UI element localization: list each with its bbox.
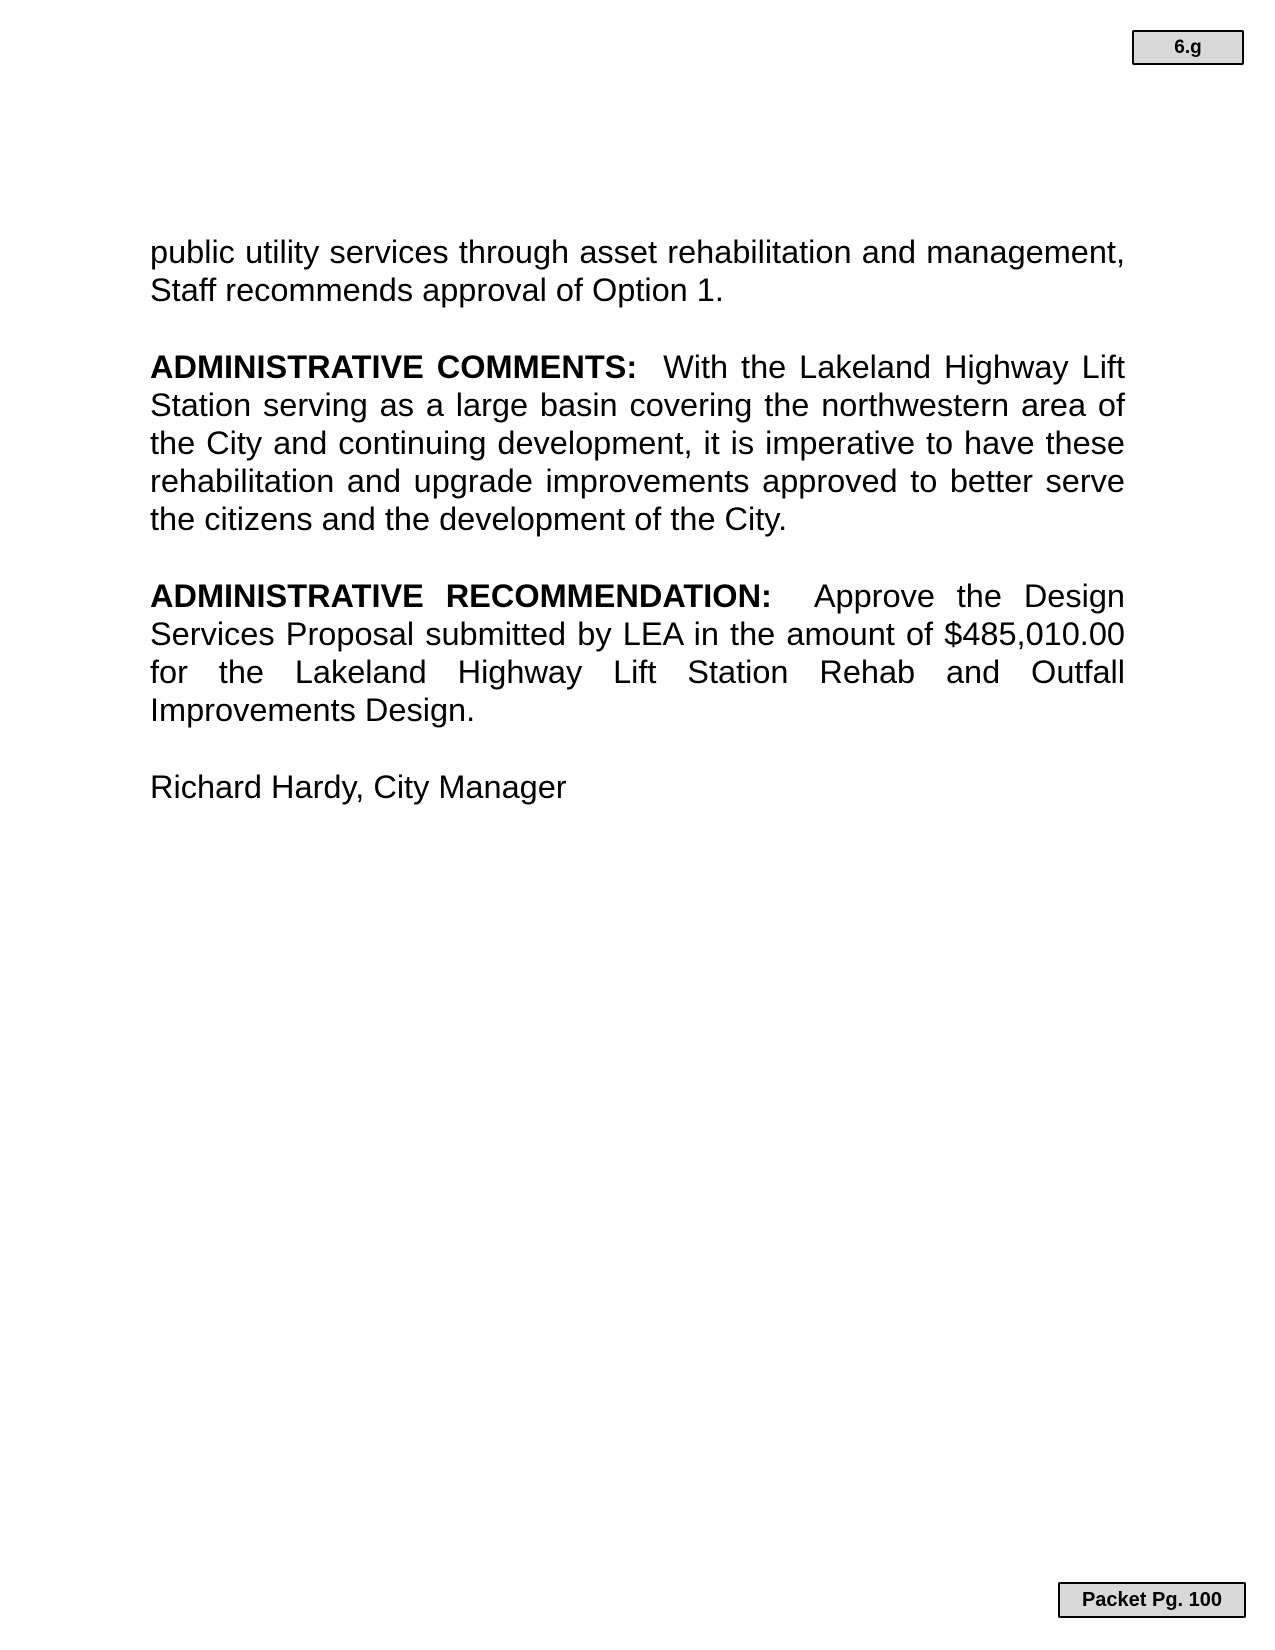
signature-line: Richard Hardy, City Manager: [150, 768, 567, 805]
agenda-item-tag: 6.g: [1132, 30, 1244, 65]
paragraph-administrative-recommendation: [150, 577, 1125, 730]
administrative-recommendation-text: Approve the Design Services Proposal submitted by LEA in the amount of $485,010.00 for the Lakeland Highway Lift Station Rehab and Outfall Improvements Design.: [150, 577, 1125, 729]
packet-page-number: Packet Pg. 100: [1058, 1582, 1246, 1618]
administrative-comments-label: ADMINISTRATIVE COMMENTS:: [150, 348, 638, 385]
administrative-recommendation-label: ADMINISTRATIVE RECOMMENDATION:: [150, 577, 772, 614]
paragraph-option-recommendation: public utility services through asset rehabilitation and management, Staff recommends approval of Option 1.: [150, 234, 1125, 309]
administrative-comments-text: With the Lakeland Highway Lift Station serving as a large basin covering the northwestern area of the City and continuing development, it is imperative to have these rehabilitation and upgrade improvements approved to better serve the citizens and the development of the City.: [150, 348, 1125, 538]
paragraph-administrative-comments: [150, 348, 1125, 539]
document-body: [150, 233, 1125, 806]
